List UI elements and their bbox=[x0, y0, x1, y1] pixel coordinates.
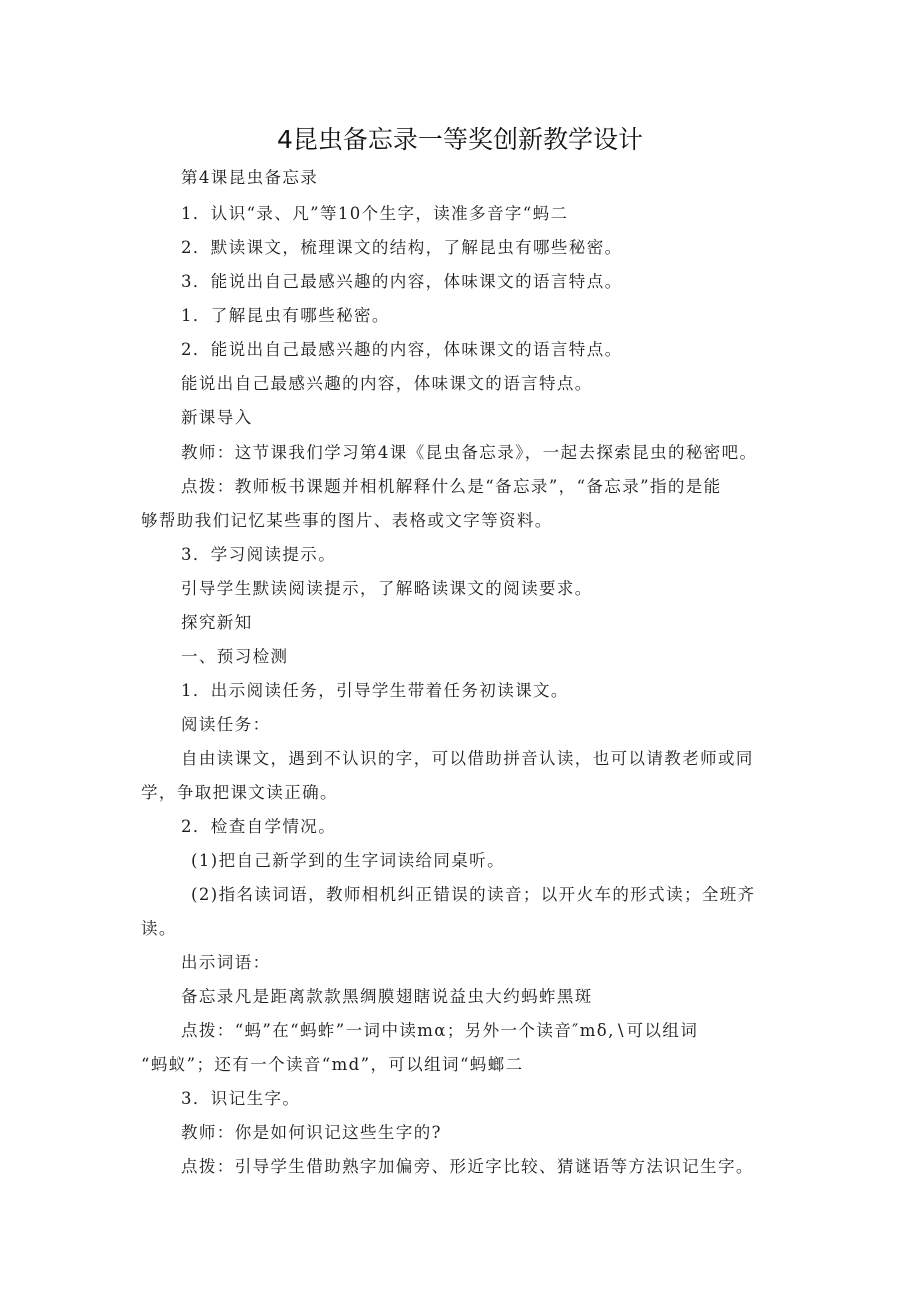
section-preview: 一、预习检测 bbox=[181, 647, 289, 666]
tip-1-line-1: 点拨：教师板书课题并相机解释什么是“备忘录”，“备忘录”指的是能 bbox=[181, 477, 722, 496]
goal-3: 3．能说出自己最感兴趣的内容，体味课文的语言特点。 bbox=[181, 272, 623, 291]
section-intro: 新课导入 bbox=[181, 408, 253, 427]
tip-3: 点拨：引导学生借助熟字加偏旁、形近字比较、猜谜语等方法识记生字。 bbox=[181, 1157, 754, 1176]
words-label: 出示词语： bbox=[181, 953, 271, 972]
guide-reading: 引导学生默读阅读提示，了解略读课文的阅读要求。 bbox=[181, 579, 593, 598]
key-point-1: 1．了解昆虫有哪些秘密。 bbox=[181, 306, 390, 325]
reading-task-2: 学，争取把课文读正确。 bbox=[141, 783, 338, 802]
preview-step-2: 2．检查自学情况。 bbox=[181, 817, 337, 836]
section-explore: 探究新知 bbox=[181, 613, 253, 632]
goal-2: 2．默读课文，梳理课文的结构，了解昆虫有哪些秘密。 bbox=[181, 238, 623, 257]
teacher-question: 教师：你是如何识记这些生字的? bbox=[181, 1123, 442, 1142]
document-title: 4昆虫备忘录一等奖创新教学设计 bbox=[277, 125, 643, 154]
substep-2-line-2: 读。 bbox=[141, 919, 177, 938]
tip-1-line-2: 够帮助我们记忆某些事的图片、表格或文字等资料。 bbox=[141, 511, 553, 530]
substep-2-line-1: (2)指名读词语，教师相机纠正错误的读音；以开火车的形式读；全班齐 bbox=[191, 885, 756, 904]
preview-step-1: 1．出示阅读任务，引导学生带着任务初读课文。 bbox=[181, 681, 569, 700]
tip-2-line-1: 点拨：“蚂”在“蚂蚱”一词中读mα；另外一个读音″mδ,∖可以组词 bbox=[181, 1021, 699, 1040]
step-3-reading: 3．学习阅读提示。 bbox=[181, 545, 337, 564]
teacher-intro: 教师：这节课我们学习第4课《昆虫备忘录》，一起去探索昆虫的秘密吧。 bbox=[181, 443, 758, 462]
key-point-2: 2．能说出自己最感兴趣的内容，体味课文的语言特点。 bbox=[181, 340, 623, 359]
tip-2-line-2: “蚂蚁”；还有一个读音“md”，可以组词“蚂螂二 bbox=[141, 1055, 524, 1074]
difficulty: 能说出自己最感兴趣的内容，体味课文的语言特点。 bbox=[181, 374, 593, 393]
reading-task-1: 自由读课文，遇到不认识的字，可以借助拼音认读，也可以请教老师或同 bbox=[181, 749, 754, 768]
word-list: 备忘录凡是距离款款黑绸膜翅瞎说益虫大约蚂蚱黑斑 bbox=[181, 987, 593, 1006]
preview-step-3: 3．识记生字。 bbox=[181, 1089, 301, 1108]
reading-task-label: 阅读任务： bbox=[181, 715, 271, 734]
lesson-heading: 第4课昆虫备忘录 bbox=[181, 168, 319, 187]
substep-1: (1)把自己新学到的生字词读给同桌听。 bbox=[191, 851, 505, 870]
goal-1: 1．认识“录、凡”等10个生字，读准多音字“蚂二 bbox=[181, 204, 569, 223]
